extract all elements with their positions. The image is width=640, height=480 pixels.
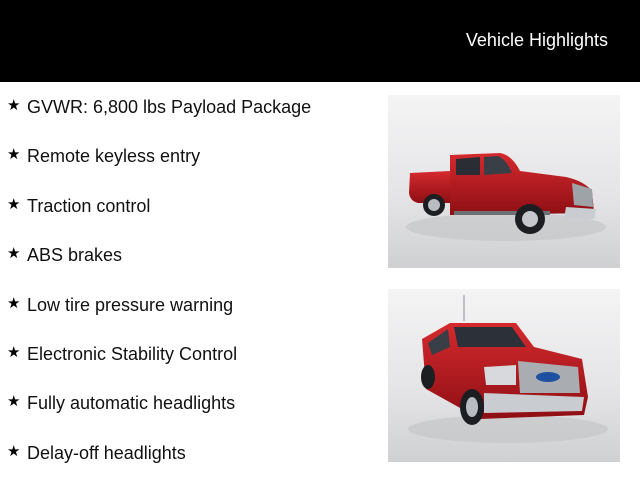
feature-label: GVWR: 6,800 lbs Payload Package — [27, 97, 312, 117]
feature-item — [7, 90, 377, 139]
feature-label: Fully automatic headlights — [27, 393, 236, 414]
feature-label: Low tire pressure warning — [27, 294, 234, 315]
star-icon: ★ — [7, 442, 21, 460]
star-icon: ★ — [7, 245, 21, 263]
feature-item — [7, 436, 377, 480]
star-icon: ★ — [7, 195, 21, 213]
truck-front-view-photo — [388, 289, 620, 462]
star-icon: ★ — [7, 343, 21, 361]
page-title: Vehicle Highlights — [465, 30, 608, 50]
star-icon: ★ — [7, 146, 21, 164]
star-icon: ★ — [7, 97, 21, 114]
feature-item — [7, 189, 377, 238]
feature-label: Delay-off headlights — [27, 442, 186, 463]
feature-item — [7, 238, 377, 287]
star-icon: ★ — [7, 393, 21, 411]
feature-label: ABS brakes — [27, 245, 123, 266]
feature-item — [7, 386, 377, 435]
feature-label: Electronic Stability Control — [27, 343, 238, 364]
feature-label: Remote keyless entry — [27, 146, 201, 167]
header-bar — [0, 0, 640, 82]
star-icon: ★ — [7, 294, 21, 312]
feature-item — [7, 139, 377, 188]
feature-item — [7, 288, 377, 337]
truck-side-view-photo — [388, 95, 620, 268]
feature-item — [7, 337, 377, 386]
feature-list — [7, 90, 377, 480]
feature-label: Traction control — [27, 195, 151, 216]
